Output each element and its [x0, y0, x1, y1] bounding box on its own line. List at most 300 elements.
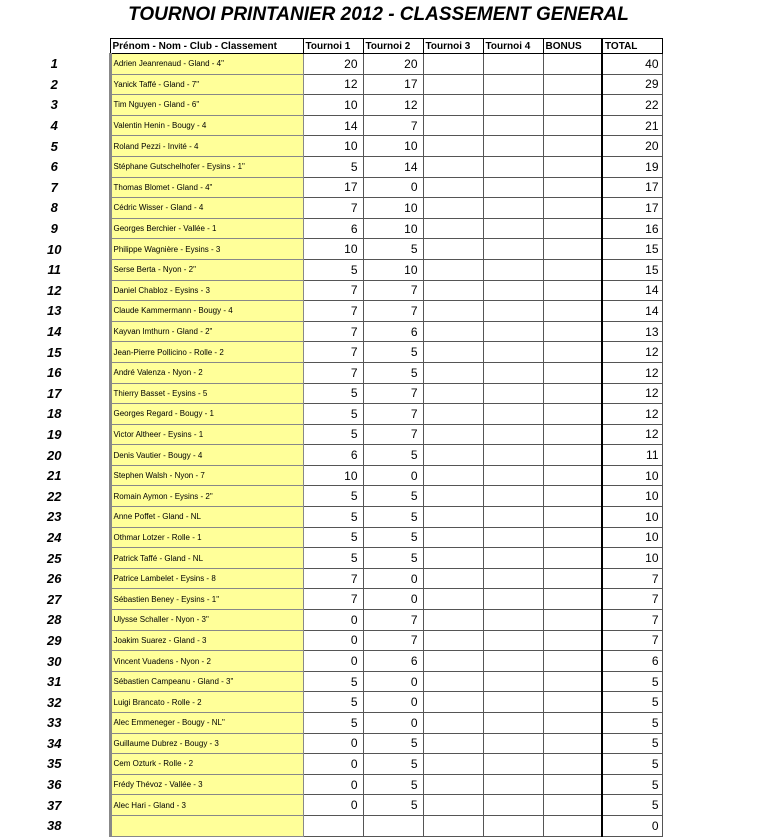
player-cell: Thierry Basset - Eysins - 5: [110, 383, 303, 404]
bonus-cell: [543, 259, 602, 280]
tournoi-3-cell: [423, 610, 483, 631]
total-cell: 22: [602, 95, 662, 116]
tournoi-4-cell: [483, 383, 543, 404]
tournoi-1-cell: 5: [303, 713, 363, 734]
total-cell: 7: [602, 610, 662, 631]
player-cell: Patrick Taffé - Gland - NL: [110, 548, 303, 569]
tournoi-2-cell: 10: [363, 259, 423, 280]
tournoi-3-cell: [423, 445, 483, 466]
tournoi-4-cell: [483, 815, 543, 836]
rank-cell: 8: [50, 200, 58, 216]
tournoi-2-cell: 10: [363, 198, 423, 219]
total-cell: 11: [602, 445, 662, 466]
table-row: [0, 301, 662, 322]
tournoi-2-cell: 6: [363, 321, 423, 342]
tournoi-4-cell: [483, 589, 543, 610]
tournoi-3-cell: [423, 404, 483, 425]
rank-cell: 20: [47, 447, 62, 463]
player-cell: Frédy Thévoz - Vallée - 3: [110, 774, 303, 795]
header-tournoi-3: Tournoi 3: [423, 39, 483, 54]
table-row: [0, 321, 662, 342]
rank-cell: 29: [47, 632, 62, 648]
player-cell: Stéphane Gutschelhofer - Eysins - 1": [110, 156, 303, 177]
tournoi-1-cell: 5: [303, 527, 363, 548]
table-row: [0, 383, 662, 404]
tournoi-3-cell: [423, 115, 483, 136]
tournoi-2-cell: 5: [363, 548, 423, 569]
total-cell: 14: [602, 280, 662, 301]
player-cell: Cédric Wisser - Gland - 4: [110, 198, 303, 219]
tournoi-2-cell: 5: [363, 362, 423, 383]
total-cell: 15: [602, 259, 662, 280]
bonus-cell: [543, 115, 602, 136]
tournoi-2-cell: [363, 815, 423, 836]
table-row: [0, 713, 662, 734]
table-row: [0, 733, 662, 754]
tournoi-1-cell: 14: [303, 115, 363, 136]
bonus-cell: [543, 301, 602, 322]
rank-cell: 33: [47, 715, 62, 731]
bonus-cell: [543, 671, 602, 692]
tournoi-2-cell: 5: [363, 239, 423, 260]
tournoi-4-cell: [483, 74, 543, 95]
bonus-cell: [543, 630, 602, 651]
bonus-cell: [543, 465, 602, 486]
tournoi-2-cell: 5: [363, 733, 423, 754]
tournoi-4-cell: [483, 527, 543, 548]
tournoi-4-cell: [483, 548, 543, 569]
tournoi-4-cell: [483, 610, 543, 631]
rank-cell: 3: [50, 97, 58, 113]
table-row: [0, 54, 662, 75]
tournoi-3-cell: [423, 156, 483, 177]
rank-cell: 9: [50, 221, 58, 237]
tournoi-4-cell: [483, 795, 543, 816]
tournoi-4-cell: [483, 692, 543, 713]
bonus-cell: [543, 404, 602, 425]
tournoi-4-cell: [483, 754, 543, 775]
tournoi-3-cell: [423, 342, 483, 363]
rank-cell: 35: [47, 756, 62, 772]
total-cell: 7: [602, 568, 662, 589]
table-row: [0, 692, 662, 713]
tournoi-1-cell: 7: [303, 589, 363, 610]
tournoi-4-cell: [483, 115, 543, 136]
table-row: [0, 239, 662, 260]
tournoi-4-cell: [483, 486, 543, 507]
tournoi-3-cell: [423, 795, 483, 816]
tournoi-1-cell: 5: [303, 259, 363, 280]
total-cell: 5: [602, 692, 662, 713]
tournoi-4-cell: [483, 342, 543, 363]
tournoi-4-cell: [483, 54, 543, 75]
rank-cell: 2: [50, 76, 58, 92]
bonus-cell: [543, 362, 602, 383]
bonus-cell: [543, 568, 602, 589]
header-rank: [0, 39, 110, 54]
player-cell: André Valenza - Nyon - 2: [110, 362, 303, 383]
player-cell: Valentin Henin - Bougy - 4: [110, 115, 303, 136]
tournoi-3-cell: [423, 589, 483, 610]
total-cell: 10: [602, 486, 662, 507]
tournoi-1-cell: 7: [303, 321, 363, 342]
rank-cell: 36: [47, 777, 62, 793]
header-bonus: BONUS: [543, 39, 602, 54]
tournoi-4-cell: [483, 445, 543, 466]
table-row: [0, 465, 662, 486]
tournoi-2-cell: 5: [363, 795, 423, 816]
bonus-cell: [543, 774, 602, 795]
player-cell: Yanick Taffé - Gland - 7": [110, 74, 303, 95]
tournoi-2-cell: 12: [363, 95, 423, 116]
tournoi-4-cell: [483, 321, 543, 342]
tournoi-1-cell: [303, 815, 363, 836]
tournoi-1-cell: 7: [303, 198, 363, 219]
rank-cell: 24: [47, 529, 62, 545]
rank-cell: 5: [50, 138, 58, 154]
table-row: [0, 815, 662, 836]
tournoi-3-cell: [423, 218, 483, 239]
tournoi-2-cell: 0: [363, 568, 423, 589]
tournoi-4-cell: [483, 156, 543, 177]
tournoi-1-cell: 5: [303, 404, 363, 425]
bonus-cell: [543, 136, 602, 157]
table-row: [0, 651, 662, 672]
tournoi-3-cell: [423, 815, 483, 836]
total-cell: 5: [602, 795, 662, 816]
tournoi-4-cell: [483, 774, 543, 795]
player-cell: Denis Vautier - Bougy - 4: [110, 445, 303, 466]
table-row: [0, 795, 662, 816]
rank-cell: 16: [47, 365, 62, 381]
tournoi-4-cell: [483, 218, 543, 239]
tournoi-1-cell: 6: [303, 218, 363, 239]
table-row: [0, 115, 662, 136]
total-cell: 12: [602, 362, 662, 383]
tournoi-4-cell: [483, 280, 543, 301]
player-cell: [110, 815, 303, 836]
tournoi-2-cell: 20: [363, 54, 423, 75]
total-cell: 13: [602, 321, 662, 342]
table-row: [0, 589, 662, 610]
table-row: [0, 280, 662, 301]
tournoi-3-cell: [423, 548, 483, 569]
player-cell: Victor Altheer - Eysins - 1: [110, 424, 303, 445]
total-cell: 5: [602, 754, 662, 775]
player-cell: Stephen Walsh - Nyon - 7: [110, 465, 303, 486]
total-cell: 10: [602, 527, 662, 548]
total-cell: 16: [602, 218, 662, 239]
total-cell: 10: [602, 548, 662, 569]
tournoi-3-cell: [423, 465, 483, 486]
total-cell: 10: [602, 465, 662, 486]
player-cell: Vincent Vuadens - Nyon - 2: [110, 651, 303, 672]
header-tournoi-4: Tournoi 4: [483, 39, 543, 54]
tournoi-1-cell: 5: [303, 671, 363, 692]
rank-cell: 30: [47, 653, 62, 669]
tournoi-3-cell: [423, 630, 483, 651]
tournoi-4-cell: [483, 239, 543, 260]
total-cell: 0: [602, 815, 662, 836]
player-cell: Kayvan Imthurn - Gland - 2": [110, 321, 303, 342]
tournoi-1-cell: 0: [303, 630, 363, 651]
table-row: [0, 404, 662, 425]
tournoi-2-cell: 5: [363, 486, 423, 507]
total-cell: 12: [602, 342, 662, 363]
bonus-cell: [543, 218, 602, 239]
tournoi-1-cell: 5: [303, 692, 363, 713]
rank-cell: 12: [47, 282, 62, 298]
tournoi-3-cell: [423, 74, 483, 95]
tournoi-4-cell: [483, 259, 543, 280]
tournoi-2-cell: 0: [363, 465, 423, 486]
rank-cell: 34: [47, 735, 62, 751]
table-row: [0, 548, 662, 569]
total-cell: 12: [602, 404, 662, 425]
player-cell: Anne Poffet - Gland - NL: [110, 507, 303, 528]
total-cell: 7: [602, 630, 662, 651]
table-row: [0, 630, 662, 651]
player-cell: Thomas Blomet - Gland - 4": [110, 177, 303, 198]
player-cell: Cem Ozturk - Rolle - 2: [110, 754, 303, 775]
tournoi-1-cell: 10: [303, 136, 363, 157]
total-cell: 17: [602, 177, 662, 198]
tournoi-2-cell: 7: [363, 280, 423, 301]
tournoi-2-cell: 10: [363, 218, 423, 239]
player-cell: Jean-Pierre Pollicino - Rolle - 2: [110, 342, 303, 363]
bonus-cell: [543, 713, 602, 734]
standings-table: [0, 38, 663, 837]
table-row: [0, 424, 662, 445]
tournoi-2-cell: 7: [363, 383, 423, 404]
total-cell: 7: [602, 589, 662, 610]
player-cell: Claude Kammermann - Bougy - 4: [110, 301, 303, 322]
tournoi-1-cell: 20: [303, 54, 363, 75]
tournoi-3-cell: [423, 486, 483, 507]
player-cell: Guillaume Dubrez - Bougy - 3: [110, 733, 303, 754]
tournoi-1-cell: 5: [303, 548, 363, 569]
rank-cell: 4: [50, 118, 58, 134]
table-row: [0, 610, 662, 631]
table-row: [0, 136, 662, 157]
rank-cell: 21: [47, 468, 62, 484]
tournoi-2-cell: 17: [363, 74, 423, 95]
rank-cell: 7: [50, 179, 58, 195]
tournoi-1-cell: 7: [303, 342, 363, 363]
player-cell: Alec Emmeneger - Bougy - NL": [110, 713, 303, 734]
player-cell: Romain Aymon - Eysins - 2": [110, 486, 303, 507]
header-tournoi-1: Tournoi 1: [303, 39, 363, 54]
tournoi-1-cell: 0: [303, 651, 363, 672]
tournoi-1-cell: 7: [303, 280, 363, 301]
total-cell: 15: [602, 239, 662, 260]
bonus-cell: [543, 445, 602, 466]
table-row: [0, 218, 662, 239]
tournoi-2-cell: 7: [363, 610, 423, 631]
bonus-cell: [543, 95, 602, 116]
player-cell: Adrien Jeanrenaud - Gland - 4": [110, 54, 303, 75]
player-cell: Patrice Lambelet - Eysins - 8: [110, 568, 303, 589]
total-cell: 20: [602, 136, 662, 157]
tournoi-3-cell: [423, 692, 483, 713]
tournoi-2-cell: 5: [363, 527, 423, 548]
tournoi-2-cell: 0: [363, 177, 423, 198]
tournoi-1-cell: 0: [303, 754, 363, 775]
tournoi-4-cell: [483, 651, 543, 672]
tournoi-3-cell: [423, 301, 483, 322]
player-cell: Luigi Brancato - Rolle - 2: [110, 692, 303, 713]
tournoi-1-cell: 5: [303, 507, 363, 528]
tournoi-3-cell: [423, 568, 483, 589]
tournoi-4-cell: [483, 362, 543, 383]
tournoi-4-cell: [483, 671, 543, 692]
rank-cell: 37: [47, 797, 62, 813]
tournoi-1-cell: 10: [303, 465, 363, 486]
rank-cell: 27: [47, 591, 62, 607]
tournoi-1-cell: 0: [303, 795, 363, 816]
bonus-cell: [543, 54, 602, 75]
rank-cell: 25: [47, 550, 62, 566]
bonus-cell: [543, 692, 602, 713]
player-cell: Serse Berta - Nyon - 2": [110, 259, 303, 280]
tournoi-4-cell: [483, 568, 543, 589]
tournoi-3-cell: [423, 507, 483, 528]
rank-cell: 22: [47, 488, 62, 504]
table-row: [0, 342, 662, 363]
total-cell: 10: [602, 507, 662, 528]
bonus-cell: [543, 342, 602, 363]
bonus-cell: [543, 177, 602, 198]
bonus-cell: [543, 239, 602, 260]
tournoi-3-cell: [423, 671, 483, 692]
tournoi-1-cell: 7: [303, 568, 363, 589]
tournoi-3-cell: [423, 321, 483, 342]
tournoi-2-cell: 5: [363, 342, 423, 363]
tournoi-1-cell: 0: [303, 774, 363, 795]
bonus-cell: [543, 815, 602, 836]
tournoi-4-cell: [483, 95, 543, 116]
tournoi-1-cell: 0: [303, 610, 363, 631]
table-row: [0, 445, 662, 466]
table-row: [0, 95, 662, 116]
table-row: [0, 156, 662, 177]
tournoi-3-cell: [423, 280, 483, 301]
player-cell: Roland Pezzi - Invité - 4: [110, 136, 303, 157]
tournoi-1-cell: 17: [303, 177, 363, 198]
player-cell: Georges Berchier - Vallée - 1: [110, 218, 303, 239]
tournoi-1-cell: 6: [303, 445, 363, 466]
tournoi-2-cell: 5: [363, 754, 423, 775]
player-cell: Georges Regard - Bougy - 1: [110, 404, 303, 425]
total-cell: 17: [602, 198, 662, 219]
tournoi-3-cell: [423, 527, 483, 548]
tournoi-2-cell: 7: [363, 404, 423, 425]
bonus-cell: [543, 733, 602, 754]
table-row: [0, 74, 662, 95]
player-cell: Philippe Wagnière - Eysins - 3: [110, 239, 303, 260]
bonus-cell: [543, 198, 602, 219]
tournoi-2-cell: 10: [363, 136, 423, 157]
tournoi-1-cell: 7: [303, 362, 363, 383]
header-total: TOTAL: [602, 39, 662, 54]
total-cell: 5: [602, 733, 662, 754]
player-cell: Ulysse Schaller - Nyon - 3": [110, 610, 303, 631]
rank-cell: 28: [47, 612, 62, 628]
tournoi-2-cell: 5: [363, 774, 423, 795]
bonus-cell: [543, 280, 602, 301]
total-cell: 12: [602, 383, 662, 404]
tournoi-3-cell: [423, 54, 483, 75]
total-cell: 40: [602, 54, 662, 75]
total-cell: 21: [602, 115, 662, 136]
tournoi-4-cell: [483, 301, 543, 322]
player-cell: Alec Hari - Gland - 3: [110, 795, 303, 816]
total-cell: 12: [602, 424, 662, 445]
total-cell: 19: [602, 156, 662, 177]
rank-cell: 6: [50, 159, 58, 175]
bonus-cell: [543, 74, 602, 95]
rank-cell: 10: [47, 241, 62, 257]
total-cell: 5: [602, 774, 662, 795]
player-cell: Joakim Suarez - Gland - 3: [110, 630, 303, 651]
bonus-cell: [543, 589, 602, 610]
bonus-cell: [543, 486, 602, 507]
bonus-cell: [543, 527, 602, 548]
tournoi-4-cell: [483, 136, 543, 157]
table-row: [0, 671, 662, 692]
bonus-cell: [543, 610, 602, 631]
tournoi-1-cell: 5: [303, 424, 363, 445]
tournoi-4-cell: [483, 507, 543, 528]
rank-cell: 15: [47, 344, 62, 360]
tournoi-2-cell: 7: [363, 115, 423, 136]
tournoi-3-cell: [423, 198, 483, 219]
player-cell: Sébastien Campeanu - Gland - 3": [110, 671, 303, 692]
bonus-cell: [543, 754, 602, 775]
table-row: [0, 177, 662, 198]
tournoi-3-cell: [423, 239, 483, 260]
tournoi-4-cell: [483, 733, 543, 754]
bonus-cell: [543, 321, 602, 342]
bonus-cell: [543, 383, 602, 404]
tournoi-3-cell: [423, 383, 483, 404]
tournoi-3-cell: [423, 774, 483, 795]
tournoi-2-cell: 0: [363, 692, 423, 713]
tournoi-1-cell: 10: [303, 239, 363, 260]
rank-cell: 23: [47, 509, 62, 525]
player-cell: Othmar Lotzer - Rolle - 1: [110, 527, 303, 548]
player-cell: Sébastien Beney - Eysins - 1": [110, 589, 303, 610]
tournoi-2-cell: 7: [363, 424, 423, 445]
tournoi-2-cell: 5: [363, 445, 423, 466]
tournoi-1-cell: 5: [303, 156, 363, 177]
table-row: [0, 486, 662, 507]
table-row: [0, 362, 662, 383]
rank-cell: 26: [47, 571, 62, 587]
tournoi-3-cell: [423, 362, 483, 383]
tournoi-2-cell: 6: [363, 651, 423, 672]
tournoi-3-cell: [423, 95, 483, 116]
rank-cell: 31: [47, 674, 62, 690]
rank-cell: 18: [47, 406, 62, 422]
tournoi-4-cell: [483, 465, 543, 486]
bonus-cell: [543, 507, 602, 528]
total-cell: 14: [602, 301, 662, 322]
tournoi-2-cell: 0: [363, 671, 423, 692]
bonus-cell: [543, 795, 602, 816]
header-row: [0, 39, 662, 54]
tournoi-3-cell: [423, 177, 483, 198]
